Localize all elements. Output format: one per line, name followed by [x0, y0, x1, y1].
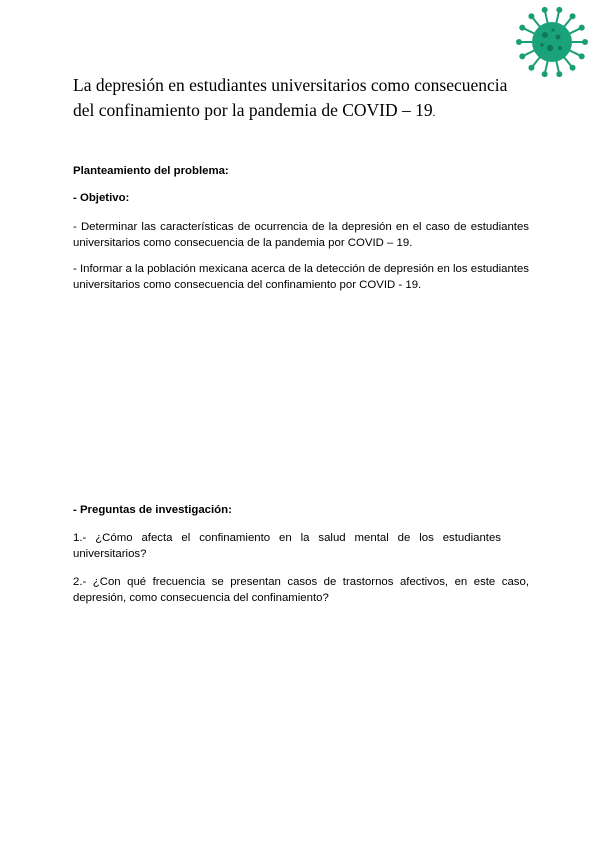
title-period: . [432, 107, 436, 119]
title-line-2-text: del confinamiento por la pandemia de COVID – 19 [73, 100, 433, 120]
title-line-1: La depresión en estudiantes universitarios como consecuencia [73, 75, 508, 95]
objective-item-2: - Informar a la población mexicana acerca de la detección de depresión en los estudiantes universitarios como consecuencia del confinamiento por COVID - 19. [73, 263, 529, 291]
objective-item-1: - Determinar las características de ocurrencia de la depresión en el caso de estudiantes universitarios como consecuencia de la pandemia por COVID – 19. [73, 221, 529, 249]
document-title [73, 73, 543, 126]
objective-heading: - Objetivo: [73, 192, 130, 204]
question-item-2: 2.- ¿Con qué frecuencia se presentan casos de trastornos afectivos, en este caso, depresión, como consecuencia del confinamiento? [73, 576, 529, 604]
title-line-2 [73, 98, 543, 126]
question-item-1: 1.- ¿Cómo afecta el confinamiento en la salud mental de los estudiantes universitarios? [73, 532, 501, 560]
questions-heading: - Preguntas de investigación: [73, 504, 232, 516]
virus-icon [514, 4, 590, 80]
problem-heading: Planteamiento del problema: [73, 165, 229, 177]
